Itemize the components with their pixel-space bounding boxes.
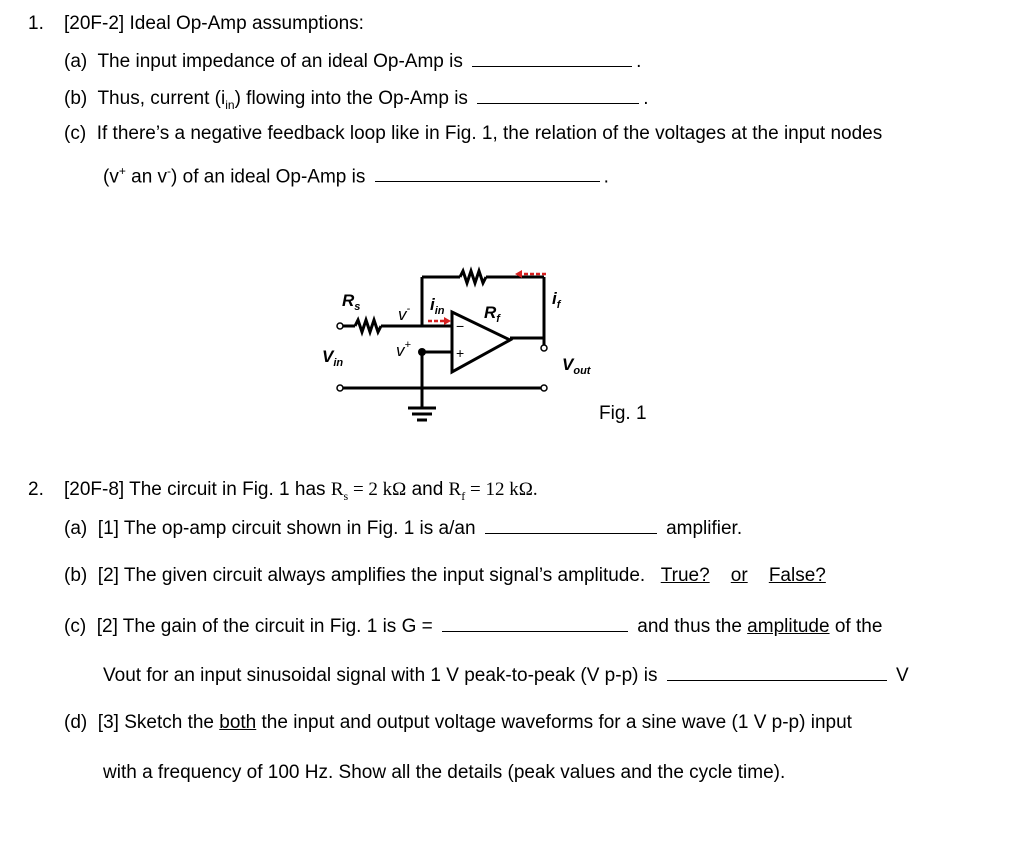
q2c-label: (c) xyxy=(64,616,87,637)
q1c-l2-post: ) of an ideal Op-Amp is xyxy=(171,166,366,188)
q2-title xyxy=(64,478,538,508)
vplus-label: v+ xyxy=(396,339,411,360)
q1c-line1: If there’s a negative feedback loop like in Fig. 1, the relation of the voltages at the input nodes xyxy=(96,123,883,144)
q2c-post-pre: and thus the xyxy=(637,616,742,637)
rs-label: $R_s$ xyxy=(342,291,361,313)
vin-bottom-terminal-icon xyxy=(337,385,343,391)
q1b-pre: Thus, current (i xyxy=(97,88,226,109)
q1c xyxy=(64,122,882,146)
q1b-answer-blank[interactable] xyxy=(477,85,639,104)
q1c-label: (c) xyxy=(64,123,87,144)
iin-label: $i_{in}$ xyxy=(430,295,445,317)
q1a-answer-blank[interactable] xyxy=(472,48,632,67)
q2c-line2 xyxy=(103,662,909,688)
q2c-text: [2] The gain of the circuit in Fig. 1 is G = xyxy=(96,616,433,637)
q2c-amplitude: amplitude xyxy=(747,616,830,637)
vout-bottom-terminal-icon xyxy=(541,385,547,391)
q2-number: 2. xyxy=(28,479,44,500)
q1-number: 1. xyxy=(28,13,44,34)
q2b-false-option[interactable]: False? xyxy=(768,565,826,586)
opamp-minus-sign: − xyxy=(456,318,465,334)
q2c-line2-text: Vout for an input sinusoidal signal with 1 V peak-to-peak (V p-p) is xyxy=(103,665,658,686)
vout-top-terminal-icon xyxy=(541,345,547,351)
q1c-answer-blank[interactable] xyxy=(375,163,600,182)
q1a xyxy=(64,48,641,74)
q1c-sup-plus: + xyxy=(118,164,126,178)
q2d-line2: with a frequency of 100 Hz. Show all the details (peak values and the cycle time). xyxy=(103,762,786,783)
rs-resistor-icon xyxy=(355,320,381,332)
q1a-end: . xyxy=(636,51,642,72)
q1c-sup-minus: - xyxy=(167,164,172,178)
q2d-label: (d) xyxy=(64,712,88,733)
q1a-label: (a) xyxy=(64,51,88,72)
q2d-pre: [3] Sketch the xyxy=(97,712,214,733)
q2-rs-eq: $R_s = 2$ kΩ xyxy=(330,479,407,503)
vplus-node-icon xyxy=(418,348,426,356)
q1b-end: . xyxy=(643,88,649,109)
q1c-l2-pre: (v xyxy=(103,166,119,188)
q2-title-pre: [20F-8] The circuit in Fig. 1 has xyxy=(64,479,326,500)
q2c-post-end: of the xyxy=(834,616,883,637)
q2c-unit: V xyxy=(896,665,909,686)
q2d-both: both xyxy=(219,712,257,733)
q2c-amplitude-blank[interactable] xyxy=(667,662,887,681)
q2b-label: (b) xyxy=(64,565,88,586)
q2a xyxy=(64,515,742,541)
rf-resistor-icon xyxy=(460,271,486,283)
figure-caption: Fig. 1 xyxy=(599,403,647,424)
q2b-text: [2] The given circuit always amplifies the input signal’s amplitude. xyxy=(97,565,646,586)
q2d-post: the input and output voltage waveforms for a sine wave (1 V p-p) input xyxy=(261,712,852,733)
vin-top-terminal-icon xyxy=(337,323,343,329)
q2b-true-option[interactable]: True? xyxy=(660,565,710,586)
if-label: $i_f$ xyxy=(552,289,561,311)
q2c-gain-blank[interactable] xyxy=(442,613,628,632)
vminus-label: v- xyxy=(398,303,411,324)
q1a-text: The input impedance of an ideal Op-Amp is xyxy=(97,51,463,72)
q2-and: and xyxy=(411,479,444,500)
vin-label: $V_{in}$ xyxy=(322,347,344,369)
q1-title: [20F-2] Ideal Op-Amp assumptions: xyxy=(64,13,364,34)
q1b-post: ) flowing into the Op-Amp is xyxy=(234,88,468,109)
opamp-plus-sign: + xyxy=(456,345,465,361)
opamp-circuit-diagram xyxy=(322,262,591,432)
q1b-label: (b) xyxy=(64,88,88,109)
q2a-answer-blank[interactable] xyxy=(485,515,657,534)
vout-label: $V_{out}$ xyxy=(562,355,591,377)
q2b-or: or xyxy=(730,565,748,586)
q2-rf-eq: $R_f = 12$ kΩ. xyxy=(448,479,538,503)
q2a-text: [1] The op-amp circuit shown in Fig. 1 is a/an xyxy=(97,518,476,539)
q2a-label: (a) xyxy=(64,518,88,539)
rf-label: $R_f$ xyxy=(484,303,500,325)
q1c-line2 xyxy=(103,159,609,189)
q2c xyxy=(64,613,882,639)
q1c-end: . xyxy=(603,166,609,188)
q1b xyxy=(64,85,649,117)
circuit-wires xyxy=(340,271,544,420)
q2a-post: amplifier. xyxy=(666,518,743,539)
q1c-l2-mid: an v xyxy=(125,166,168,188)
q2b xyxy=(64,564,826,588)
q2d xyxy=(64,711,852,735)
q1b-sub: in xyxy=(225,97,235,112)
